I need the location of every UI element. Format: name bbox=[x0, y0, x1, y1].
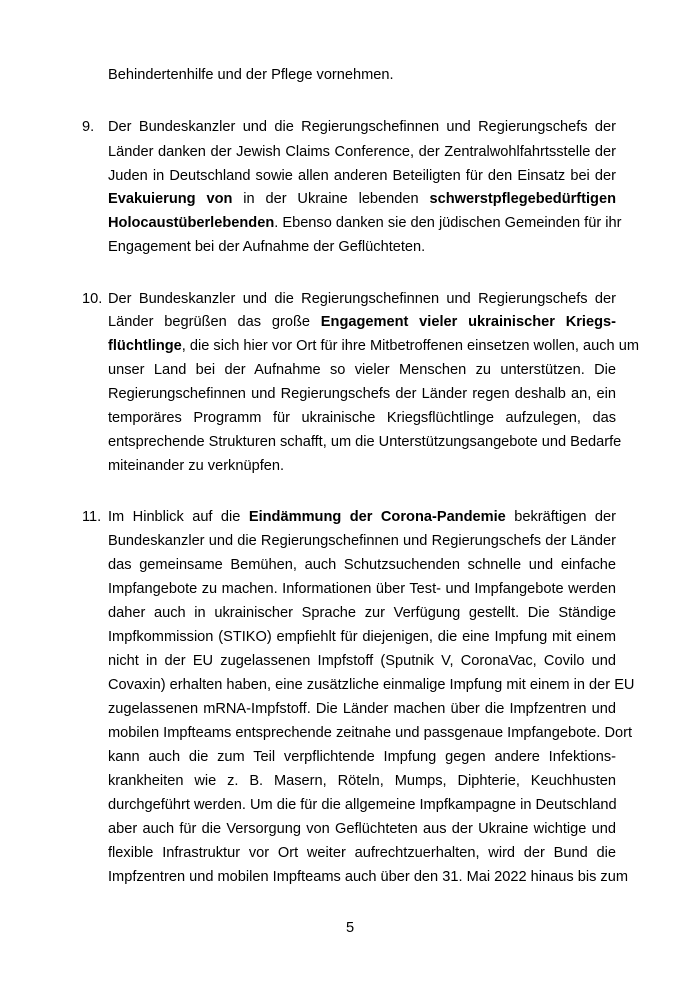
item-11-line: das gemeinsame Bemühen, auch Schutzsuchenden schnelle und einfache bbox=[108, 557, 616, 573]
item-10-line: entsprechende Strukturen schafft, um die Unterstützungsangebote und Bedarfe bbox=[108, 434, 622, 450]
item-11-line: aber auch für die Versorgung von Geflüchteten aus der Ukraine wichtige und bbox=[108, 821, 616, 837]
page-number: 5 bbox=[345, 920, 355, 936]
item-10-line: Länder begrüßen das große Engagement vieler ukrainischer Kriegs- bbox=[108, 314, 616, 330]
item-11-line: nicht in der EU zugelassenen Impfstoff (Sputnik V, CoronaVac, Covilo und bbox=[108, 653, 616, 669]
item-11-line: Impfzentren und mobilen Impfteams auch über den 31. Mai 2022 hinaus bis zum bbox=[108, 869, 628, 885]
item-10-line: miteinander zu verknüpfen. bbox=[108, 458, 285, 474]
item-10-line: temporäres Programm für ukrainische Kriegsflüchtlinge aufzulegen, das bbox=[108, 410, 616, 426]
item-11-line: Covaxin) erhalten haben, eine zusätzliche einmalige Impfung mit einem in der EU bbox=[108, 677, 635, 693]
item-10-line: Der Bundeskanzler und die Regierungschefinnen und Regierungschefs der bbox=[108, 291, 616, 307]
item-11-line: krankheiten wie z. B. Masern, Röteln, Mumps, Diphterie, Keuchhusten bbox=[108, 773, 616, 789]
intro-text: Behindertenhilfe und der Pflege vornehmen. bbox=[108, 67, 394, 83]
item-9-line: Juden in Deutschland sowie allen anderen Beteiligten für den Einsatz bei der bbox=[108, 168, 616, 184]
item-11-line: Im Hinblick auf die Eindämmung der Corona-Pandemie bekräftigen der bbox=[108, 509, 616, 525]
item-11-line: Bundeskanzler und die Regierungschefinnen und Regierungschefs der Länder bbox=[108, 533, 616, 549]
item-11-line: Impfkommission (STIKO) empfiehlt für diejenigen, die eine Impfung mit einem bbox=[108, 629, 616, 645]
item-9-line: Holocaustüberlebenden. Ebenso danken sie den jüdischen Gemeinden für ihr bbox=[108, 215, 622, 231]
intro-line bbox=[108, 66, 616, 84]
item-10-line: flüchtlinge, die sich hier vor Ort für ihre Mitbetroffenen einsetzen wollen, auch um bbox=[108, 338, 640, 354]
item-11-line: zugelassenen mRNA-Impfstoff. Die Länder machen über die Impfzentren und bbox=[108, 701, 616, 717]
item-10-line: unser Land bei der Aufnahme so vieler Menschen zu unterstützen. Die bbox=[108, 362, 616, 378]
item-9-line: Evakuierung von in der Ukraine lebenden schwerstpflegebedürftigen bbox=[108, 191, 617, 207]
item-9-line: Der Bundeskanzler und die Regierungschefinnen und Regierungschefs der bbox=[108, 119, 616, 135]
item-9-line: Länder danken der Jewish Claims Conference, der Zentralwohlfahrtsstelle der bbox=[108, 144, 616, 160]
item-11-line: mobilen Impfteams entsprechende zeitnahe und passgenaue Impfangebote. Dort bbox=[108, 725, 633, 741]
item-10-line: Regierungschefinnen und Regierungschefs der Länder regen deshalb an, ein bbox=[108, 386, 616, 402]
item-11-line: durchgeführt werden. Um die für die allgemeine Impfkampagne in Deutschland bbox=[108, 797, 617, 813]
item-11-line: Impfangebote zu machen. Informationen über Test- und Impfangebote werden bbox=[108, 581, 616, 597]
item-number-9: 9. bbox=[82, 119, 95, 135]
item-11-line: daher auch in ukrainischer Sprache zur Verfügung gestellt. Die Ständige bbox=[108, 605, 616, 621]
item-11-line: flexible Infrastruktur vor Ort weiter aufrechtzuerhalten, wird der Bund die bbox=[108, 845, 616, 861]
item-number-11: 11. bbox=[82, 509, 102, 525]
item-11-line: kann auch die zum Teil verpflichtende Impfung gegen andere Infektions- bbox=[108, 749, 616, 765]
item-9-line: Engagement bei der Aufnahme der Geflüchteten. bbox=[108, 239, 426, 255]
item-number-10: 10. bbox=[82, 291, 103, 307]
